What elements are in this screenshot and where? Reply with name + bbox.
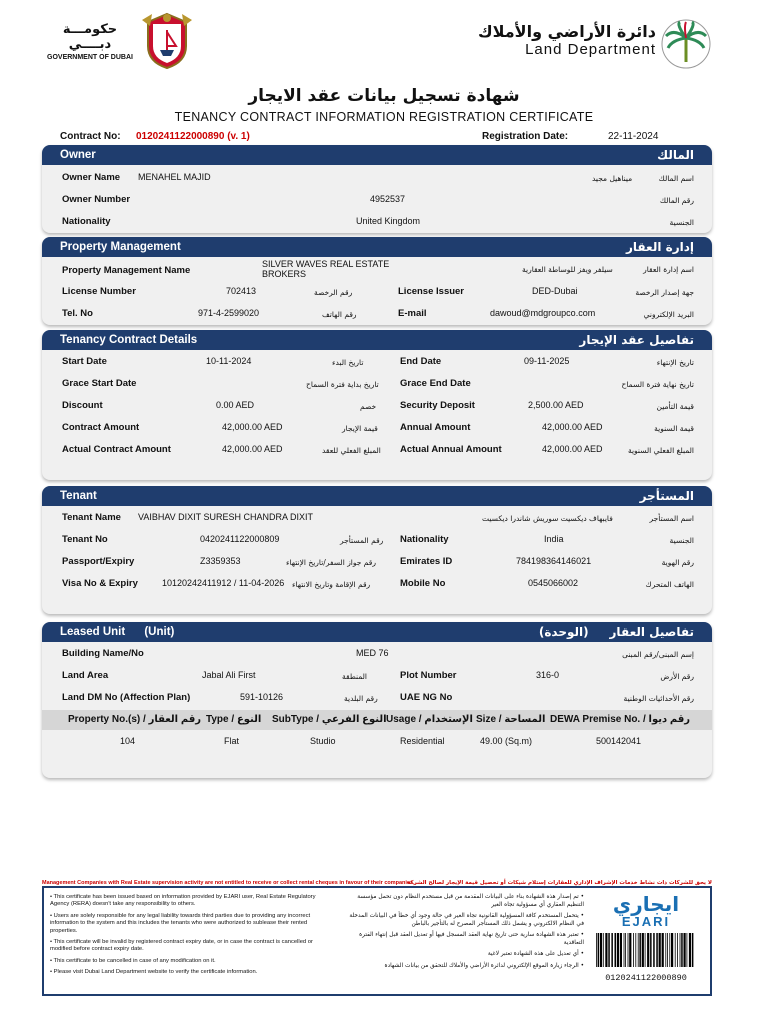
tel-label-ar: رقم الهاتف (322, 310, 357, 319)
tenant-header (42, 486, 712, 506)
land-dm-value: 591-10126 (240, 692, 284, 702)
notes-box (42, 886, 712, 996)
pm-license-row (42, 282, 712, 302)
emirates-id-label: Emirates ID (400, 556, 453, 567)
cell-dewa: 500142041 (596, 736, 642, 746)
land-area-label: Land Area (62, 670, 109, 681)
barcode-number: 0120241122000890 (605, 973, 687, 983)
col-property-no: Property No.(s) / رقم العقار (68, 714, 202, 725)
tel-label: Tel. No (62, 308, 93, 319)
emirates-id-value: 784198364146021 (516, 556, 592, 566)
property-management-title: Property Management (60, 241, 181, 253)
discount-label-ar: خصم (360, 402, 377, 411)
property-management-section (42, 237, 712, 325)
pm-name-label: Property Management Name (62, 265, 191, 276)
gov-arabic-name: حكومـــة دبــــي (62, 22, 118, 52)
actual-contract-amount-value: 42,000.00 AED (222, 444, 283, 454)
note-en-3: • This certificate will be invalid by registered contract expiry date, or in case the contract is cancelled or modified before contract expiry date. (50, 939, 313, 953)
start-date-value: 10-11-2024 (206, 356, 252, 366)
passport-label: Passport/Expiry (62, 556, 135, 567)
uae-ng-label: UAE NG No (400, 692, 453, 703)
tenant-nationality-value: India (544, 534, 564, 544)
grace-start-label-ar: تاريخ بداية فترة السماح (306, 380, 379, 389)
government-of-dubai-logo (42, 22, 138, 61)
discount-row (42, 396, 712, 416)
actual-contract-amount-label-ar: المبلغ الفعلي للعقد (322, 446, 381, 455)
contract-no-value: 0120241122000890 (v. 1) (136, 131, 250, 142)
license-number-label-ar: رقم الرخصة (314, 288, 353, 297)
note-ar-5: • الرجاء زيارة الموقع الإلكتروني لدائرة الأراضي والأملاك للتحقق من بيانات الشهادة (384, 962, 584, 969)
annual-amount-label-ar: قيمة السنوية (654, 424, 694, 433)
barcode-icon (596, 933, 696, 967)
tenancy-contract-title: Tenancy Contract Details (60, 334, 198, 346)
pm-name-label-ar: اسم إدارة العقار (643, 265, 694, 274)
tenant-nationality-label: Nationality (400, 534, 449, 545)
passport-value: Z3359353 (200, 556, 241, 566)
ejari-arabic: ايجاري (612, 892, 680, 916)
registration-date-label: Registration Date: (482, 131, 569, 142)
tenant-nationality-label-ar: الجنسية (669, 536, 694, 545)
notes-arabic (344, 894, 584, 974)
tenant-name-label-ar: اسم المستأجر (649, 514, 694, 523)
tenant-no-row (42, 530, 712, 550)
leased-unit-section (42, 622, 712, 778)
grace-row (42, 374, 712, 394)
leased-unit-title: Leased Unit (Unit) (60, 626, 175, 638)
title-english: TENANCY CONTRACT INFORMATION REGISTRATION CERTIFICATE (174, 110, 594, 124)
owner-nationality-value: United Kingdom (356, 216, 421, 226)
plot-number-label-ar: رقم الأرض (660, 672, 694, 681)
owner-number-row (42, 190, 712, 210)
owner-name-label-ar: اسم المالك (658, 174, 694, 183)
cell-size: 49.00 (Sq.m) (480, 736, 533, 746)
land-dept-english-name: Land Department (525, 41, 656, 58)
owner-title: Owner (60, 149, 96, 161)
tenancy-contract-section (42, 330, 712, 480)
email-label: E-mail (398, 308, 427, 319)
dubai-emblem-icon (136, 10, 198, 72)
pm-name-value: SILVER WAVES REAL ESTATE BROKERS (262, 259, 390, 279)
land-dm-label: Land DM No (Affection Plan) (62, 692, 191, 703)
cell-subtype: Studio (310, 736, 336, 746)
note-en-4: • This certificate to be cancelled in case of any modification on it. (50, 957, 216, 964)
visa-value: 10120242411912 / 11-04-2026 (162, 578, 285, 588)
title-arabic: شهادة تسجيل بيانات عقد الايجار (248, 86, 520, 106)
mobile-label: Mobile No (400, 578, 446, 589)
tel-value: 971-4-2599020 (198, 308, 260, 318)
security-deposit-label: Security Deposit (400, 400, 475, 411)
contract-amount-label-ar: قيمة الإيجار (342, 424, 378, 433)
actual-contract-amount-label: Actual Contract Amount (62, 444, 171, 455)
owner-nationality-label-ar: الجنسية (669, 218, 694, 227)
end-date-value: 09-11-2025 (524, 356, 570, 366)
note-ar-3: • تعتبر هذه الشهادة سارية حتى تاريخ نهاية العقد المسجل فيها أو تعديل العقد قبل إنتهاء الفترة التعاقدية (359, 932, 584, 946)
grace-end-label-ar: تاريخ نهاية فترة السماح (621, 380, 694, 389)
note-en-5: • Please visit Dubai Land Department website to verify the certificate information. (50, 969, 258, 976)
unit-table-header (42, 710, 712, 730)
owner-number-label-ar: رقم المالك (659, 196, 694, 205)
license-issuer-label: License Issuer (398, 286, 465, 297)
pm-name-value-ar: سيلفر ويفز للوساطة العقارية (522, 265, 613, 274)
owner-header (42, 145, 712, 165)
visa-label: Visa No & Expiry (62, 578, 138, 589)
end-date-label: End Date (400, 356, 442, 367)
footer-warning-ar: لا يحق للشركات ذات نشاط خدمات الإشراف الإداري للعقارات إستلام شيكات أو تحصيل قيمة الإيجار لصالح الشركة (407, 880, 712, 886)
email-label-ar: البريد الإلكتروني (643, 310, 694, 319)
security-deposit-value: 2,500.00 AED (528, 400, 584, 410)
plot-number-value: 316-0 (536, 670, 560, 680)
tenancy-contract-header (42, 330, 712, 350)
dates-row (42, 352, 712, 372)
contract-no-label: Contract No: (60, 131, 121, 142)
actual-amount-row (42, 440, 712, 460)
land-area-value: Jabal Ali First (202, 670, 256, 680)
property-management-header (42, 237, 712, 257)
mobile-value: 0545066002 (528, 578, 579, 588)
note-ar-1: • تم إصدار هذه الشهادة بناء على البيانات المقدمة من قبل مستخدم النظام دون تحمل مؤسسة التنظيم العقاري أي مسؤولية تجاه الغير (357, 894, 584, 908)
contract-amount-value: 42,000.00 AED (222, 422, 283, 432)
license-number-value: 702413 (226, 286, 257, 296)
discount-value: 0.00 AED (216, 400, 255, 410)
passport-label-ar: رقم جواز السفر/تاريخ الإنتهاء (286, 558, 376, 567)
grace-end-label: Grace End Date (400, 378, 471, 389)
leased-unit-header (42, 622, 712, 642)
land-department-logo (478, 22, 656, 58)
start-date-label-ar: تاريخ البدء (332, 358, 364, 367)
ejari-logo (592, 892, 700, 983)
land-area-label-ar: المنطقة (342, 672, 367, 681)
visa-label-ar: رقم الإقامة وتاريخ الانتهاء (292, 580, 371, 589)
tenant-visa-row (42, 574, 712, 594)
owner-name-value-ar: ميناهيل مجيد (592, 174, 633, 183)
notes-english (50, 894, 328, 981)
col-type: Type / النوع (206, 714, 262, 725)
building-label-ar: إسم المبنى/رقم المبنى (622, 650, 694, 659)
note-ar-4: • أي تعديل على هذه الشهادة تعتبر لاغية (487, 951, 584, 958)
tenant-no-label-ar: رقم المستأجر (340, 536, 384, 545)
security-deposit-label-ar: قيمة التأمين (656, 402, 694, 411)
note-en-1: • This certificate has been issued based on information provided by EJARI user, Real Estate Regulatory Agency (RERA) doesn't take any responsibility to others. (50, 894, 316, 908)
col-usage: Usage / الإستخدام (386, 714, 473, 725)
license-issuer-label-ar: جهة إصدار الرخصة (635, 288, 694, 297)
tenant-no-label: Tenant No (62, 534, 108, 545)
col-subtype: SubType / النوع الفرعي (272, 714, 387, 725)
end-date-label-ar: تاريخ الإنتهاء (656, 358, 694, 367)
cell-usage: Residential (400, 736, 445, 746)
building-label: Building Name/No (62, 648, 144, 659)
owner-section (42, 145, 712, 233)
owner-nationality-label: Nationality (62, 216, 111, 227)
cell-type: Flat (224, 736, 240, 746)
annual-amount-value: 42,000.00 AED (542, 422, 603, 432)
land-dept-arabic-name: دائرة الأراضي والأملاك (477, 22, 656, 41)
tenant-section (42, 486, 712, 614)
grace-start-label: Grace Start Date (62, 378, 137, 389)
uae-ng-label-ar: رقم الأحداثيات الوطنية (623, 694, 694, 703)
tenant-title-ar: المستأجر (639, 489, 694, 503)
building-value: MED 76 (356, 648, 389, 658)
land-area-row (42, 666, 712, 686)
emirates-id-label-ar: رقم الهوية (661, 558, 694, 567)
tenant-passport-row (42, 552, 712, 572)
tenant-title: Tenant (60, 490, 97, 502)
cell-property-no: 104 (120, 736, 136, 746)
license-issuer-value: DED-Dubai (532, 286, 578, 296)
owner-name-label: Owner Name (62, 172, 121, 183)
owner-nationality-row (42, 212, 712, 232)
license-number-label: License Number (62, 286, 136, 297)
actual-annual-amount-label-ar: المبلغ الفعلي السنوية (627, 446, 694, 455)
tenant-name-row (42, 508, 712, 528)
building-row (42, 644, 712, 664)
ejari-english: EJARI (621, 914, 671, 929)
pm-contact-row (42, 304, 712, 324)
note-en-2: • Users are solely responsible for any legal liability towards third parties due to providing any incorrect information to the system and this includes the tenants who were authorized to sublease their rented properties. (50, 912, 311, 934)
note-ar-2: • يتحمل المستخدم كافة المسؤولية القانونية تجاه الغير في حالة وجود أي خطأ في البيانات المدخلة في النظام الالكتروني و يشمل ذلك المستأجر المصرح له بالتأجير بالباطن (349, 913, 584, 927)
tenancy-contract-title-ar: تفاصيل عقد الإيجار (579, 333, 694, 347)
palm-tree-icon (660, 18, 712, 70)
col-size: Size / المساحة (476, 714, 546, 725)
land-dm-label-ar: رقم البلدية (344, 694, 378, 703)
tenant-name-label: Tenant Name (62, 512, 121, 523)
gov-english-name: GOVERNMENT OF DUBAI (47, 54, 133, 61)
unit-table-row (42, 732, 712, 752)
email-value: dawoud@mdgroupco.com (490, 308, 596, 318)
leased-unit-title-ar: تفاصيل العقار (الوحدة) (538, 625, 694, 639)
plot-number-label: Plot Number (400, 670, 457, 681)
property-management-title-ar: إدارة العقار (626, 240, 694, 254)
start-date-label: Start Date (62, 356, 107, 367)
registration-date-value: 22-11-2024 (608, 131, 659, 142)
actual-annual-amount-value: 42,000.00 AED (542, 444, 603, 454)
col-dewa: DEWA Premise No. / رقم ديوا (550, 714, 691, 725)
pm-name-row (42, 259, 712, 279)
actual-annual-amount-label: Actual Annual Amount (400, 444, 502, 455)
tenant-name-value-ar: فايبهاف ديكسيت سوريش شاندرا ديكسيت (482, 514, 613, 523)
annual-amount-label: Annual Amount (400, 422, 471, 433)
discount-label: Discount (62, 400, 103, 411)
contract-amount-label: Contract Amount (62, 422, 140, 433)
owner-number-label: Owner Number (62, 194, 131, 205)
owner-name-value: MENAHEL MAJID (138, 172, 211, 182)
mobile-label-ar: الهاتف المتحرك (645, 580, 694, 589)
owner-number-value: 4952537 (370, 194, 406, 204)
tenant-name-value: VAIBHAV DIXIT SURESH CHANDRA DIXIT (138, 512, 314, 522)
footer-warning-en: Management Companies with Real Estate supervision activity are not entitled to receive or collect rental cheques in favour of their companies. (42, 880, 415, 886)
dm-row (42, 688, 712, 708)
owner-title-ar: المالك (657, 148, 694, 162)
tenant-no-value: 0420241122000809 (200, 534, 280, 544)
owner-name-row (42, 168, 712, 188)
amount-row (42, 418, 712, 438)
